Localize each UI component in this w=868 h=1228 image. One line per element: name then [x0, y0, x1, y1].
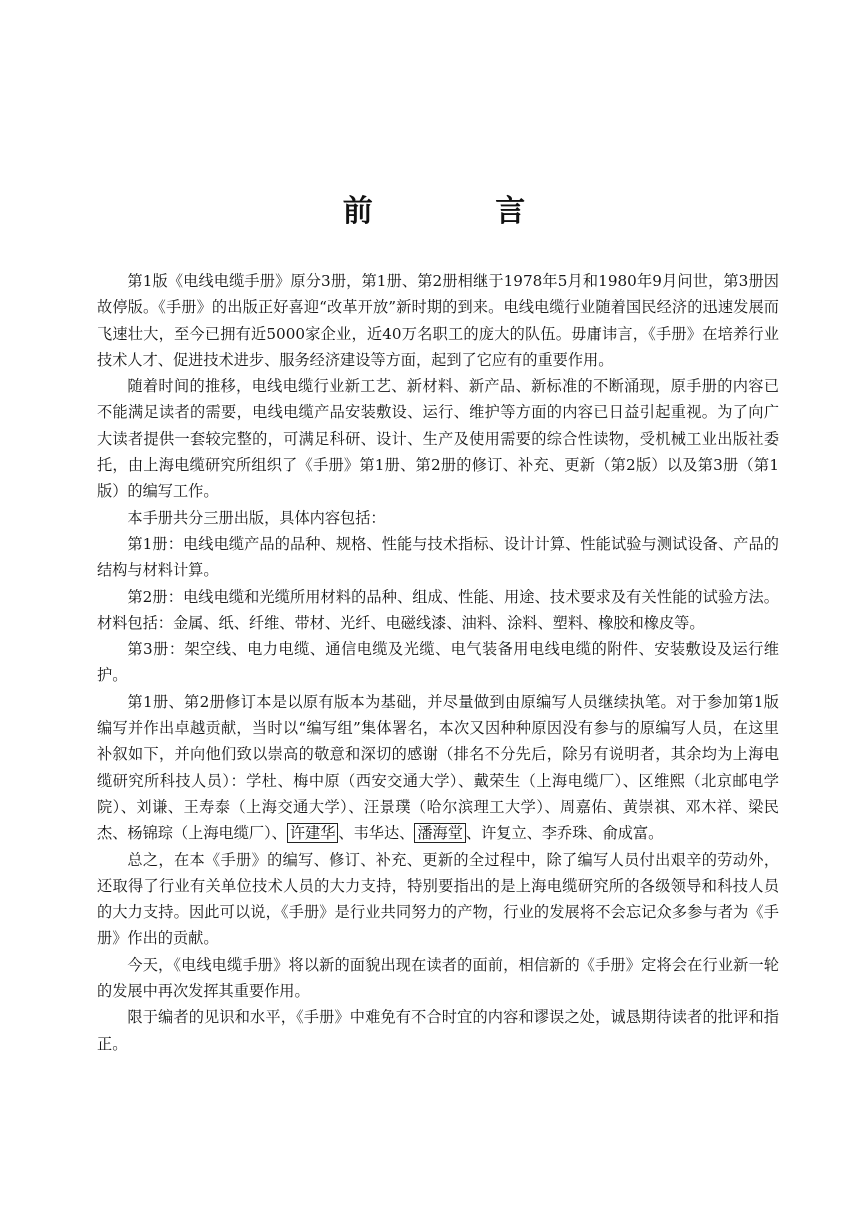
paragraph-3: 本手册共分三册出版，具体内容包括： — [127, 508, 386, 527]
paragraph-7-text-a: 第1册、第2册修订本是以原有版本为基础，并尽量做到由原编写人员继续执笔。对于参加第1版编写并作出卓越贡献，当时以“编写组”集体署名，本次又因种种原因没有参与的原编写人员，在这里补叙如下，并向他们致以崇高的敬意和深切的感谢（排名不分先后，除另有说明者，其余均为上海电缆研究所科技人员）：学杜、梅中原（西安交通大学）、戴荣生（上海电缆厂）、区维熙（北京邮电学院）、刘谦、王寿泰（上海交通大学）、汪景璞（哈尔滨理工大学）、周嘉佑、黄崇祺、邓木祥、梁民杰、杨锦琮（上海电缆厂）、 — [97, 692, 779, 843]
paragraph-10: 限于编者的见识和水平，《手册》中难免有不合时宜的内容和谬误之处，诚恳期待读者的批评和指正。 — [97, 1008, 779, 1053]
paragraph-7 — [97, 689, 779, 847]
boxed-name-2: 潘海堂 — [414, 823, 466, 843]
paragraph-1: 第1版《电线电缆手册》原分3册，第1册、第2册相继于1978年5月和1980年9月问世，第3册因故停版。《手册》的出版正好喜迎“改革开放”新时期的到来。电线电缆行业随着国民经济的迅速发展而飞速壮大，至今已拥有近5000家企业，近40万名职工的庞大的队伍。毋庸讳言，《手册》在培养行业技术人才、促进技术进步、服务经济建设等方面，起到了它应有的重要作用。 — [97, 272, 779, 369]
paragraph-6: 第3册：架空线、电力电缆、通信电缆及光缆、电气装备用电线电缆的附件、安装敷设及运行维护。 — [97, 640, 779, 685]
paragraph-9: 今天，《电线电缆手册》将以新的面貌出现在读者的面前，相信新的《手册》定将会在行业新一轮的发展中再次发挥其重要作用。 — [97, 955, 779, 1001]
paragraph-2: 随着时间的推移，电线电缆行业新工艺、新材料、新产品、新标准的不断涌现，原手册的内容已不能满足读者的需要，电线电缆产品安装敷设、运行、维护等方面的内容已日益引起重视。为了向广大读者提供一套较完整的，可满足科研、设计、生产及使用需要的综合性读物，受机械工业出版社委托，由上海电缆研究所组织了《手册》第1册、第2册的修订、补充、更新（第2版）以及第3册（第1版）的编写工作。 — [97, 377, 779, 501]
paragraph-7-text-c: 、许复立、李乔珠、俞成富。 — [465, 824, 664, 843]
preface-body — [97, 268, 779, 1057]
paragraph-7-text-b: 、韦华达、 — [338, 824, 415, 843]
paragraph-8: 总之，在本《手册》的编写、修订、补充、更新的全过程中，除了编写人员付出艰辛的劳动外，还取得了行业有关单位技术人员的大力支持，特别要指出的是上海电缆研究所的各级领导和科技人员的大力支持。因此可以说，《手册》是行业共同努力的产物，行业的发展将不会忘记众多参与者为《手册》作出的贡献。 — [97, 850, 779, 948]
page-title: 前 言 — [342, 194, 582, 229]
boxed-name-1: 许建华 — [287, 823, 339, 843]
paragraph-4: 第1册：电线电缆产品的品种、规格、性能与技术指标、设计计算、性能试验与测试设备、产品的结构与材料计算。 — [97, 534, 779, 580]
paragraph-5: 第2册：电线电缆和光缆所用材料的品种、组成、性能、用途、技术要求及有关性能的试验方法。材料包括：金属、纸、纤维、带材、光纤、电磁线漆、油料、涂料、塑料、橡胶和橡皮等。 — [97, 587, 779, 632]
